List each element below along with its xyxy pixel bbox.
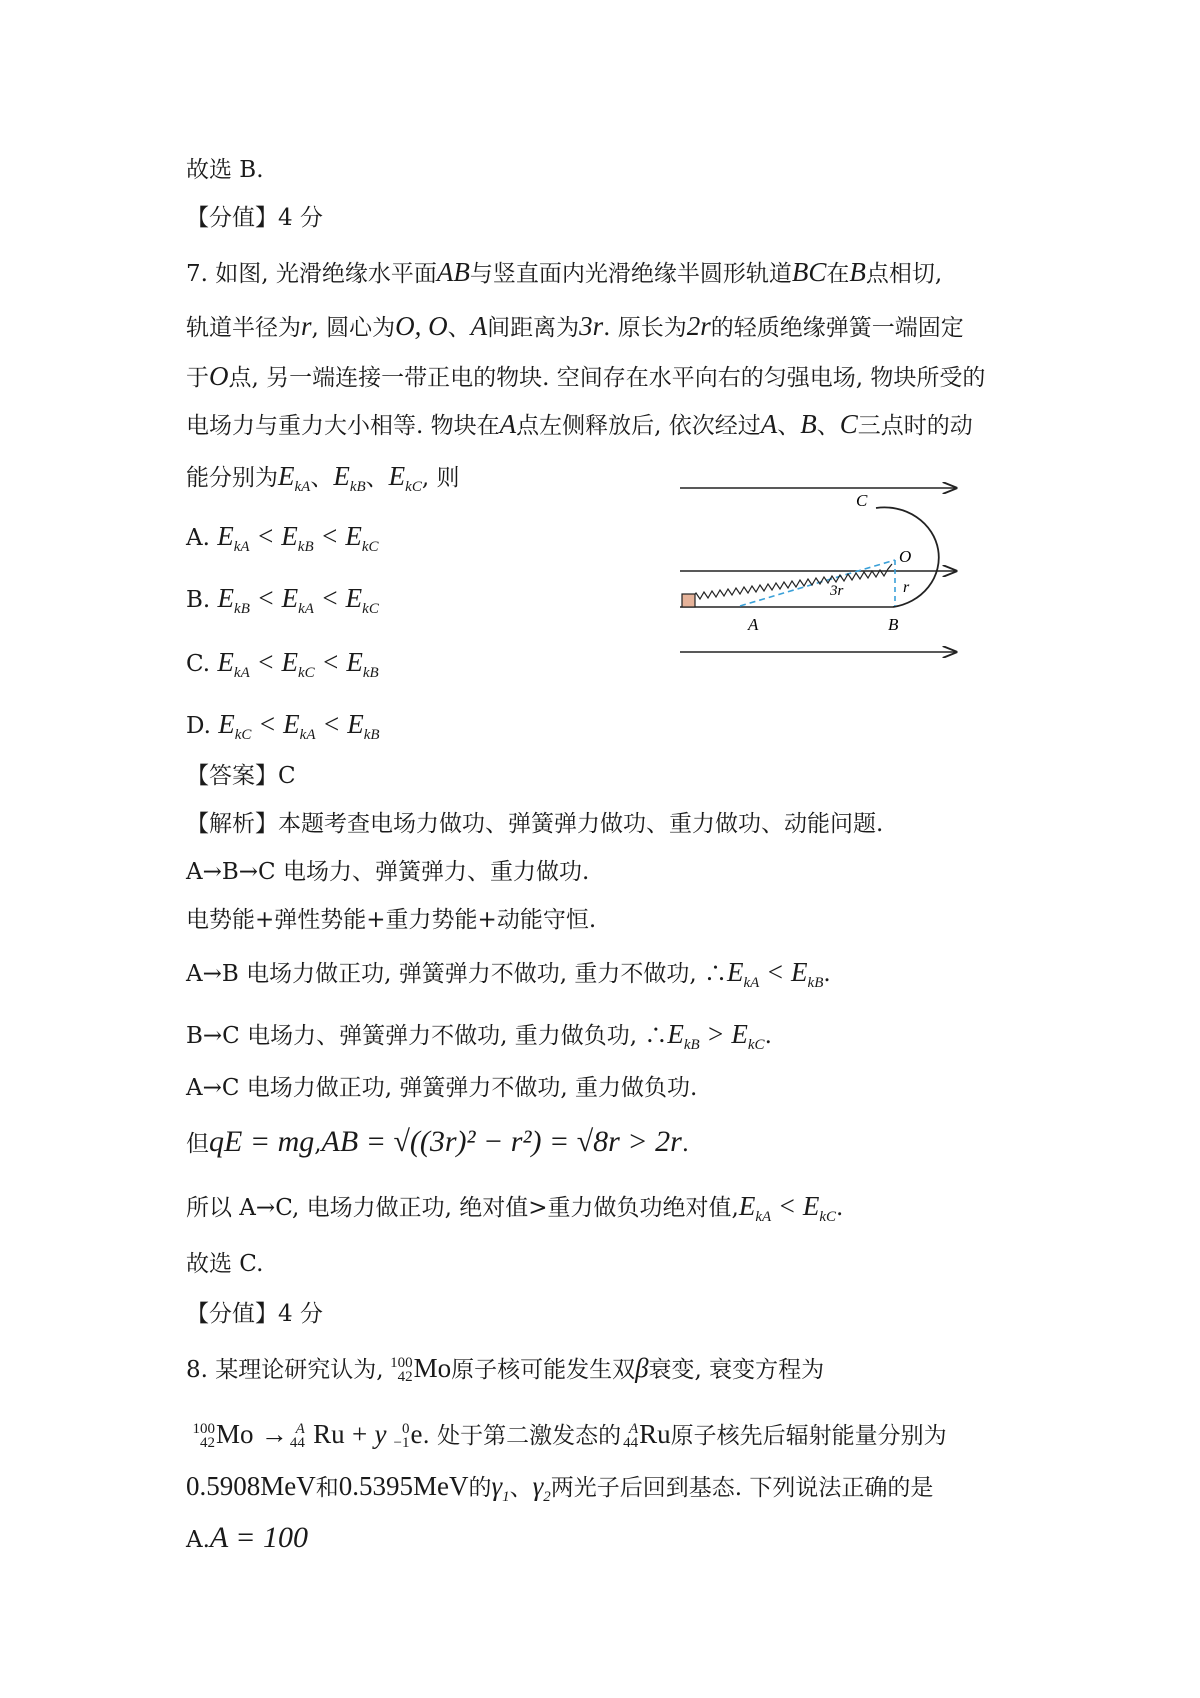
prev-score-value: 4 分: [278, 205, 323, 231]
q8-stem-line-2: [186, 1418, 947, 1452]
answer-label: 【答案】: [186, 763, 278, 789]
analysis-math: AB = √((3r)² − r²) = √8r > 2r: [321, 1125, 682, 1158]
q7-stem-text: 电场力与重力大小相等. 物块在: [186, 413, 500, 439]
q7-stem-text: 间距离为: [487, 315, 580, 341]
analysis-text: B→C 电场力、弹簧弹力不做功, 重力做负功, ∴: [186, 1023, 668, 1049]
q8-stem-text: . 处于第二激发态的: [422, 1423, 622, 1449]
q7-math-B: B: [849, 257, 866, 287]
q8-isotope-ru: A 44: [289, 1421, 305, 1451]
analysis-text: A→C 电场力做正功, 弹簧弹力不做功, 重力做负功.: [186, 1075, 698, 1101]
q8-stem-line-3: [186, 1470, 933, 1513]
analysis-text: .: [836, 1195, 844, 1221]
score-label: 【分值】: [186, 1301, 278, 1327]
option-math: $E_{kC} < E_{kA} < E_{kB}$: [218, 709, 380, 743]
q7-math-A: A: [499, 409, 517, 439]
q8-stem-text: 和: [315, 1475, 339, 1501]
q8-stem-text: 、: [509, 1475, 533, 1501]
choose-text: 故选 C.: [186, 1251, 264, 1277]
q7-stem-text: 三点时的动: [857, 413, 973, 439]
q7-stem-text: 的轻质绝缘弹簧一端固定: [710, 315, 964, 341]
q8-stem-text: 8. 某理论研究认为,: [186, 1357, 384, 1383]
q8-stem-text: 原子核可能发生双: [451, 1357, 636, 1383]
q7-stem-text: 、: [365, 465, 389, 491]
q8-math-gamma2: $\gamma_2$: [532, 1471, 551, 1505]
q7-math-EkC: $E_{kC}$: [388, 461, 422, 495]
q7-stem-line-2: [186, 310, 964, 344]
q8-math-y: y: [374, 1419, 387, 1449]
q7-math-3r: 3r: [579, 311, 604, 341]
q7-math-EkB: $E_{kB}$: [333, 461, 366, 495]
q7-answer-line: [186, 760, 296, 792]
q7-math-AB: AB: [436, 257, 470, 287]
analysis-math: qE = mg: [209, 1125, 315, 1158]
q7-stem-text: 轨道半径为: [186, 315, 301, 341]
q8-stem-text: 的: [468, 1475, 492, 1501]
charged-block: [682, 594, 695, 607]
q7-math-O: O: [209, 361, 229, 391]
q7-analysis-a7: [186, 1190, 843, 1233]
q8-math-mo: Mo: [413, 1353, 452, 1383]
q8-stem-text: 衰变, 衰变方程为: [648, 1357, 825, 1383]
q7-analysis-a3: [186, 956, 831, 999]
option-label: A.: [186, 525, 210, 551]
q7-stem-text: 点左侧释放后, 依次经过: [516, 413, 761, 439]
q7-stem-text: 、: [310, 465, 334, 491]
analysis-text: ,: [314, 1131, 322, 1157]
q7-stem-text: 与竖直面内光滑绝缘半圆形轨道: [469, 261, 792, 287]
label-C: C: [856, 491, 868, 510]
label-O: O: [899, 547, 912, 566]
analysis-text: .: [764, 1023, 772, 1049]
q7-stem-line-4: [186, 408, 973, 442]
prev-score-label: 【分值】: [186, 205, 278, 231]
analysis-text: 所以 A→C, 电场力做正功, 绝对值>重力做负功绝对值,: [186, 1195, 739, 1221]
label-A: A: [748, 615, 759, 634]
option-label: B.: [186, 587, 211, 613]
option-label: C.: [186, 651, 211, 677]
q7-stem-line-1: [186, 256, 942, 290]
q7-math-r: r: [301, 311, 312, 341]
q7-option-b: [186, 582, 379, 625]
q7-stem-text: 点, 另一端连接一带正电的物块. 空间存在水平向右的匀强电场, 物块所受的: [228, 365, 986, 391]
prev-choose-text: 故选 B.: [186, 157, 264, 183]
q7-math-A: A: [760, 409, 778, 439]
q8-option-a: [186, 1522, 308, 1556]
option-label: A.: [186, 1527, 210, 1553]
q7-choose-line: [186, 1248, 263, 1280]
q7-stem-text: 在: [826, 261, 850, 287]
q7-analysis-a4: [186, 1018, 772, 1061]
q7-analysis-a5: [186, 1072, 697, 1104]
q8-isotope-e: 0 −1: [393, 1421, 410, 1451]
spring: [692, 564, 892, 599]
analysis-math: $E_{kA} < E_{kC}$: [738, 1191, 837, 1225]
q8-stem-text: 原子核先后辐射能量分别为: [670, 1423, 947, 1449]
q8-isotope-ru: A 44: [623, 1421, 639, 1451]
q7-math-2r: 2r: [686, 311, 711, 341]
analysis-math: $E_{kA} < E_{kB}$: [726, 957, 824, 991]
q7-math-O: O, O: [395, 311, 448, 341]
option-math: $E_{kA} < E_{kC} < E_{kB}$: [217, 647, 379, 681]
q7-analysis-a2: [186, 904, 596, 936]
q8-stem-text: 两光子后回到基态. 下列说法正确的是: [550, 1475, 934, 1501]
q8-math-ru: Ru: [313, 1419, 345, 1449]
q7-math-EkA: $E_{kA}$: [278, 461, 311, 495]
q7-math-C: C: [839, 409, 858, 439]
q8-math-plus: +: [351, 1419, 368, 1449]
q8-energy-2: 0.5395MeV: [338, 1471, 469, 1501]
q8-stem-line-1: [186, 1352, 824, 1386]
q7-math-BC: BC: [791, 257, 827, 287]
q7-stem-text: 于: [186, 365, 209, 391]
analysis-text: A→B 电场力做正功, 弹簧弹力不做功, 重力不做功, ∴: [186, 961, 727, 987]
label-r: r: [903, 579, 910, 596]
q7-option-c: [186, 646, 379, 689]
prev-choose-line: [186, 154, 264, 186]
q7-analysis-a1: [186, 856, 589, 888]
q7-stem-line-5: [186, 460, 459, 503]
q8-math-ru: Ru: [639, 1419, 671, 1449]
q7-analysis-a6: [186, 1126, 689, 1160]
q7-stem-line-3: [186, 360, 985, 394]
q8-isotope-mo: 100 42: [390, 1355, 413, 1385]
q7-stem-text: . 原长为: [603, 315, 687, 341]
q8-math-arrow: →: [260, 1419, 288, 1449]
q8-math-mo: Mo: [216, 1419, 254, 1449]
q7-stem-text: 、: [816, 413, 840, 439]
q7-stem-text: 、: [447, 315, 471, 341]
option-math: A = 100: [209, 1521, 308, 1554]
q8-isotope-mo: 100 42: [192, 1421, 215, 1451]
prev-score-line: [186, 202, 323, 234]
q8-math-e: e: [410, 1419, 423, 1449]
analysis-text: .: [681, 1131, 690, 1157]
q7-stem-text: 能分别为: [186, 465, 278, 491]
dashed-line-a-o: [740, 560, 895, 606]
option-math: $E_{kA} < E_{kB} < E_{kC}$: [217, 521, 379, 555]
q7-stem-text: 7. 如图, 光滑绝缘水平面: [186, 261, 437, 287]
score-value: 4 分: [278, 1301, 323, 1327]
answer-value: C: [278, 763, 296, 789]
label-B: B: [888, 615, 899, 634]
q8-energy-1: 0.5908MeV: [186, 1471, 316, 1501]
q7-figure: [660, 470, 960, 670]
label-3r: 3r: [830, 583, 844, 599]
analysis-text: 但: [186, 1131, 209, 1157]
q8-math-gamma1: $\gamma_1$: [491, 1471, 510, 1505]
analysis-label: 【解析】: [186, 811, 278, 837]
analysis-text: 电势能+弹性势能+重力势能+动能守恒.: [186, 907, 597, 933]
q7-stem-text: , 则: [421, 465, 460, 491]
q7-option-d: [186, 708, 380, 751]
analysis-text: .: [823, 961, 831, 987]
q7-analysis-line: [186, 808, 883, 840]
option-math: $E_{kB} < E_{kA} < E_{kC}$: [217, 583, 379, 617]
q7-option-a: [186, 520, 379, 563]
analysis-text: A→B→C 电场力、弹簧弹力、重力做功.: [186, 859, 590, 885]
q7-stem-text: 点相切,: [865, 261, 943, 287]
analysis-math: $E_{kB} > E_{kC}$: [667, 1019, 765, 1053]
analysis-intro: 本题考查电场力做功、弹簧弹力做功、重力做功、动能问题.: [278, 811, 884, 837]
q8-math-beta: β: [635, 1353, 649, 1383]
q7-stem-text: 、: [777, 413, 801, 439]
q7-score-line: [186, 1298, 323, 1330]
q7-math-B: B: [800, 409, 817, 439]
option-label: D.: [186, 713, 211, 739]
q7-stem-text: , 圆心为: [311, 315, 396, 341]
q7-math-A: A: [470, 311, 488, 341]
